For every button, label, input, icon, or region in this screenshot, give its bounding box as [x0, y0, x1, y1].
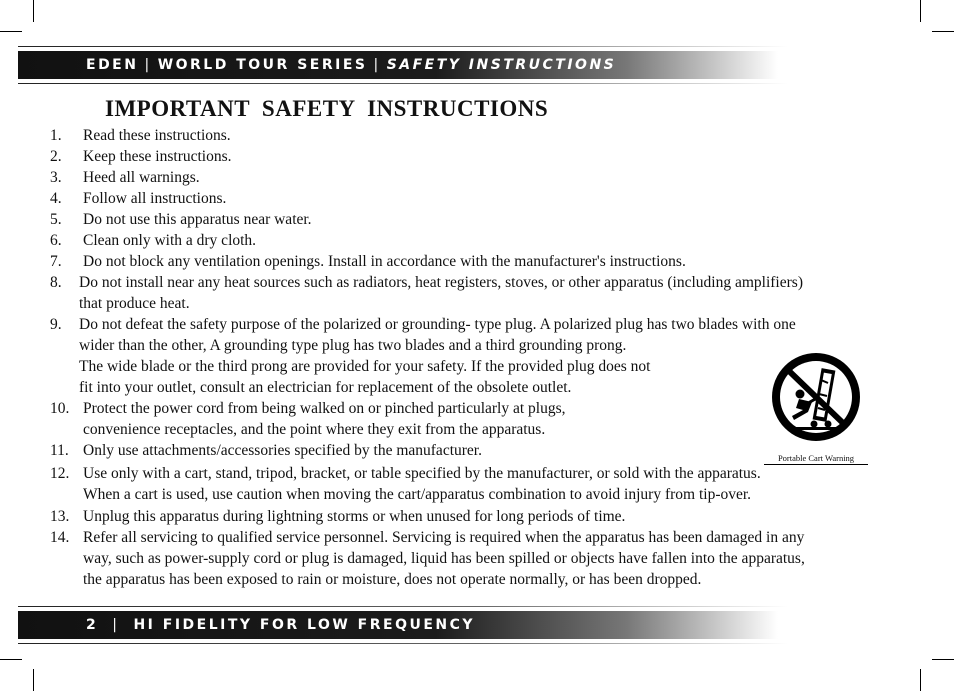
- instruction-text: [83, 146, 232, 167]
- instruction-line: way, such as power-supply cord or plug is damaged, liquid has been spilled or objects have fallen into the apparatus,: [83, 550, 805, 567]
- instruction-number: 2.: [50, 148, 62, 165]
- instruction-line: Refer all servicing to qualified service personnel. Servicing is required when the apparatus has been damaged in any: [83, 529, 805, 546]
- instruction-line: Only use attachments/accessories specified by the manufacturer.: [83, 442, 482, 459]
- instruction-number: 10.: [50, 400, 70, 417]
- instruction-text: [83, 440, 482, 461]
- instruction-number: 13.: [50, 508, 70, 525]
- header-rule: [18, 83, 788, 84]
- instruction-line: Use only with a cart, stand, tripod, bracket, or table specified by the manufacturer, or sold with the apparatus.: [83, 465, 761, 482]
- footer-tagline: HI FIDELITY FOR LOW FREQUENCY: [133, 617, 476, 633]
- instruction-text: [79, 272, 803, 314]
- instruction-line: When a cart is used, use caution when moving the cart/apparatus combination to avoid injury from tip-over.: [83, 486, 752, 503]
- instruction-line: Do not install near any heat sources such as radiators, heat registers, stoves, or other apparatus (including amplifiers): [79, 274, 803, 291]
- instruction-line: Do not block any ventilation openings. Install in accordance with the manufacturer's instructions.: [83, 253, 686, 270]
- instruction-number: 3.: [50, 169, 62, 186]
- instruction-line: wider than the other, A grounding type plug has two blades and a third grounding prong.: [79, 337, 627, 354]
- instruction-item: [50, 398, 566, 440]
- instruction-number: 5.: [50, 211, 62, 228]
- instruction-item: [50, 463, 761, 505]
- crop-mark: [932, 31, 954, 32]
- instruction-text: [83, 188, 226, 209]
- instruction-item: [50, 125, 231, 146]
- instruction-line: Heed all warnings.: [83, 169, 200, 186]
- instruction-text: [83, 527, 805, 590]
- header-series: WORLD TOUR SERIES: [157, 57, 368, 73]
- instruction-line: The wide blade or the third prong are provided for your safety. If the provided plug does not: [79, 358, 651, 375]
- cart-warning: [764, 350, 868, 465]
- instruction-line: that produce heat.: [79, 295, 190, 312]
- instruction-text: [83, 463, 761, 505]
- footer-rule: [18, 606, 788, 607]
- header-band: [18, 51, 778, 79]
- instruction-number: 7.: [50, 253, 62, 270]
- instruction-item: [50, 251, 686, 272]
- instruction-number: 11.: [50, 442, 69, 459]
- instruction-text: [83, 125, 231, 146]
- header-rule: [18, 46, 788, 47]
- instruction-text: [83, 230, 256, 251]
- instruction-number: 12.: [50, 465, 70, 482]
- footer-band: [18, 611, 778, 639]
- instruction-item: [50, 209, 312, 230]
- instruction-text: [83, 167, 200, 188]
- instruction-number: 8.: [50, 274, 62, 291]
- instruction-line: Read these instructions.: [83, 127, 231, 144]
- instruction-item: [50, 272, 803, 314]
- crop-mark: [33, 0, 34, 22]
- instruction-line: convenience receptacles, and the point where they exit from the apparatus.: [83, 421, 546, 438]
- instruction-number: 4.: [50, 190, 62, 207]
- portable-cart-warning-icon: [766, 350, 866, 450]
- instruction-text: [83, 506, 625, 527]
- instruction-text: [79, 314, 796, 398]
- instruction-line: Clean only with a dry cloth.: [83, 232, 257, 249]
- instruction-number: 9.: [50, 316, 62, 333]
- page-number: 2: [86, 617, 99, 633]
- instruction-item: [50, 167, 200, 188]
- footer-rule: [18, 643, 788, 644]
- instruction-text: [83, 251, 686, 272]
- instruction-line: fit into your outlet, consult an electrician for replacement of the obsolete outlet.: [79, 379, 572, 396]
- cart-warning-caption: Portable Cart Warning: [764, 453, 868, 465]
- instruction-line: Do not defeat the safety purpose of the polarized or grounding- type plug. A polarized plug has two blades with one: [79, 316, 796, 333]
- instruction-line: Protect the power cord from being walked on or pinched particularly at plugs,: [83, 400, 566, 417]
- instruction-line: Do not use this apparatus near water.: [83, 211, 312, 228]
- instruction-text: [83, 209, 312, 230]
- instruction-number: 1.: [50, 127, 62, 144]
- instruction-number: 6.: [50, 232, 62, 249]
- instruction-item: [50, 506, 625, 527]
- header-brand: EDEN: [86, 57, 139, 73]
- header-section: SAFETY INSTRUCTIONS: [386, 57, 617, 73]
- instruction-line: the apparatus has been exposed to rain or moisture, does not operate normally, or has been dropped.: [83, 571, 702, 588]
- instruction-item: [50, 440, 482, 461]
- crop-mark: [0, 659, 22, 660]
- instruction-line: Keep these instructions.: [83, 148, 232, 165]
- footer-separator: |: [112, 617, 120, 633]
- instruction-item: [50, 188, 226, 209]
- instruction-line: Unplug this apparatus during lightning storms or when unused for long periods of time.: [83, 508, 626, 525]
- crop-mark: [932, 659, 954, 660]
- instruction-item: [50, 527, 805, 590]
- crop-mark: [920, 669, 921, 691]
- instruction-item: [50, 230, 256, 251]
- header-separator: |: [373, 57, 381, 73]
- crop-mark: [33, 669, 34, 691]
- header-separator: |: [144, 57, 152, 73]
- crop-mark: [0, 31, 22, 32]
- instruction-line: Follow all instructions.: [83, 190, 227, 207]
- instruction-number: 14.: [50, 529, 70, 546]
- page-title: IMPORTANT SAFETY INSTRUCTIONS: [105, 96, 549, 121]
- instruction-item: [50, 146, 232, 167]
- instruction-item: [50, 314, 796, 398]
- instruction-text: [83, 398, 566, 440]
- crop-mark: [920, 0, 921, 22]
